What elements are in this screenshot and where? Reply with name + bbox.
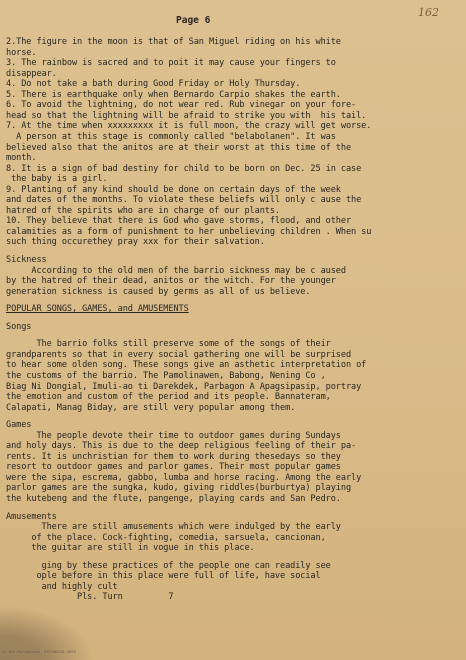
- text-line: the emotion and custom of the period and its people. Bannateram,: [6, 392, 331, 403]
- text-line: ging by these practices of the people one can readily see: [6, 560, 331, 571]
- text-line: According to the old men of the barrio sickness may be c aused: [6, 265, 346, 276]
- text-line: and dates of the months. To violate these beliefs will only c ause the: [6, 195, 362, 206]
- text-line: 7. At the time when xxxxxxxxx it is full moon, the crazy will get worse.: [6, 121, 372, 132]
- text-line: parlor games are the sungka, kudo, giving riddles(burburtya) playing: [6, 483, 352, 494]
- page-title: Page 6: [176, 15, 211, 26]
- text-line: Sickness: [6, 255, 47, 265]
- text-line: calamities as a form of punishment to her unbelieving children . When su: [6, 226, 372, 237]
- text-line: were the sipa, escrema, gabbo, lumba and horse racing. Among the early: [6, 472, 362, 483]
- text-line: and holy days. This is due to the deep religious feeling of their pa-: [6, 441, 357, 452]
- text-line: to hear some olden song. These songs give an asthetic interpretation of: [6, 360, 367, 371]
- text-line: such thing occurethey pray xxx for their salvation.: [6, 237, 265, 248]
- text-line: the customs of the barrio. The Pamolinawen, Babong, Nening Co ,: [6, 370, 326, 381]
- text-line: month.: [6, 153, 37, 164]
- text-line: The barrio folks still preserve some of the songs of their: [6, 339, 331, 350]
- archive-page-number: 162: [418, 6, 439, 19]
- text-line: head so that the lightning will be afraid to strike you with his tail.: [6, 110, 367, 121]
- text-line: 2.The figure in the moon is that of San Miguel riding on his white: [6, 37, 341, 47]
- text-line: ople before in this place were full of life, have social: [6, 571, 321, 582]
- text-line: believed also that the anitos are at their worst at this time of the: [6, 142, 352, 153]
- text-line: 9. Planting of any kind should be done on certain days of the week: [6, 184, 341, 195]
- text-line: 8. It is a sign of bad destiny for child to be born on Dec. 25 in case: [6, 163, 362, 174]
- text-line: generation sickness is caused by germs as all of us believe.: [6, 286, 311, 297]
- text-line: the kutebeng and the flute, pangenge, playing cards and San Pedro.: [6, 494, 341, 504]
- text-line: 3. The rainbow is sacred and to poit it may cause your fingers to: [6, 58, 336, 69]
- text-line: Biag Ni Dongial, Imuli-ao ti Darekdek, Parbagon A Apagsipasip, portray: [6, 381, 362, 392]
- text-line: 4. Do not take a bath during Good Friday or Holy Thursday.: [6, 79, 301, 90]
- text-line: the guitar are still in vogue in this place.: [6, 543, 255, 554]
- text-line: 6. To avoid the lightning, do not wear red. Rub vinegar on your fore-: [6, 100, 357, 111]
- text-line: rents. It is unchristian for them to work during thesedays so they: [6, 451, 341, 462]
- text-line: Amusements: [6, 511, 57, 522]
- text-line: by the hatred of their dead, anitos or the witch. For the younger: [6, 276, 336, 287]
- text-line: Songs: [6, 321, 32, 332]
- text-line: Calapati, Manag Biday, are still very popular among them.: [6, 402, 296, 413]
- text-line: disappear.: [6, 68, 57, 79]
- text-line: 5. There is earthquake only when Bernardo Carpio shakes the earth.: [6, 89, 341, 100]
- text-line: grandparents so that in every social gathering one will be surprised: [6, 349, 352, 360]
- text-line: 10. They believe that there is God who gave storms, flood, and other: [6, 216, 352, 227]
- text-line: The people devote their time to outdoor games during Sundays: [6, 430, 341, 441]
- text-line: the baby is a girl.: [6, 174, 108, 185]
- text-line: resort to outdoor games and parlor games. Their most popular games: [6, 462, 341, 473]
- text-line: A person at this stage is commonly called "belabolanen". It was: [6, 131, 336, 142]
- text-line: hatred of the spirits who are in charge of our plants.: [6, 205, 280, 216]
- footer-note: In the Philippines HISTORICAL DATA: [2, 650, 76, 654]
- text-line: and highly cult: [6, 581, 118, 592]
- text-line: Games: [6, 420, 32, 431]
- text-line: POPULAR SONGS, GAMES, and AMUSEMENTS: [6, 304, 189, 315]
- text-line: horse.: [6, 47, 37, 58]
- text-line: of the place. Cock-fighting, comedia, sarsuela, cancionan,: [6, 532, 326, 543]
- text-line: Pls. Turn 7: [6, 592, 174, 603]
- text-line: There are still amusements which were indulged by the early: [6, 522, 341, 533]
